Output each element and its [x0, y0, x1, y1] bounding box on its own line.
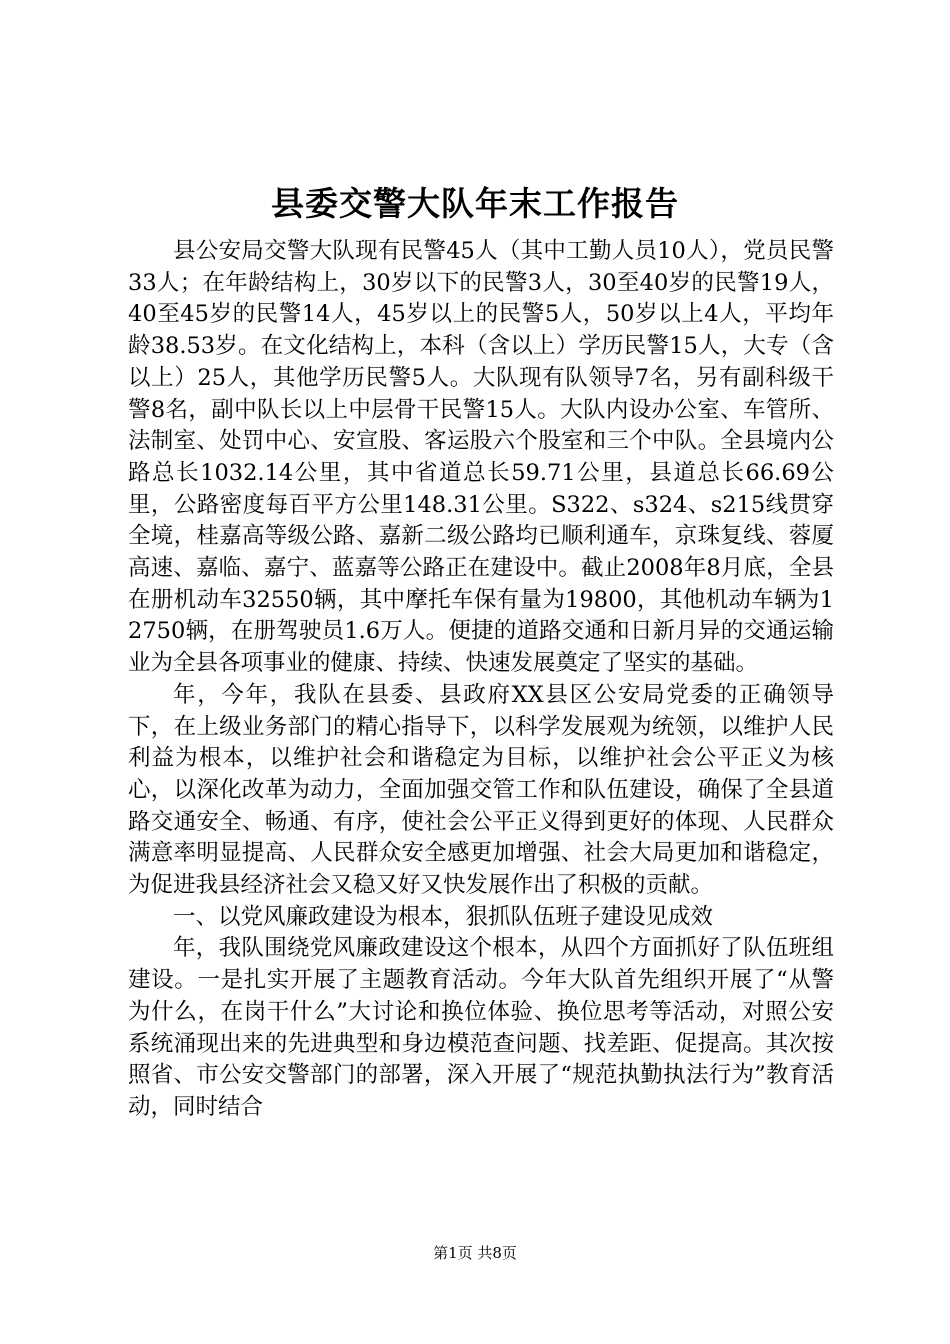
section-heading: 一、以党风廉政建设为根本，狠抓队伍班子建设见成效 — [173, 903, 714, 930]
page-footer: 第1页 共8页 — [433, 1244, 517, 1262]
document-title: 县委交警大队年末工作报告 — [271, 184, 679, 223]
document-body — [128, 236, 834, 1124]
body-paragraph: 年，我队围绕党风廉政建设这个根本，从四个方面抓好了队伍班组建设。一是扎实开展了主题教育活动。今年大队首先组织开展了“从警为什么，在岗干什么”大讨论和换位体验、换位思考等活动，对照公安系统涌现出来的先进典型和身边模范查问题、找差距、促提高。其次按照省、市公安交警部门的部署，深入开展了“规范执勤执法行为”教育活动，同时结合 — [128, 935, 834, 1120]
body-paragraph: 县公安局交警大队现有民警45人（其中工勤人员10人），党员民警33人；在年龄结构上，30岁以下的民警3人，30至40岁的民警19人，40至45岁的民警14人，45岁以上的民警5人，50岁以上4人，平均年龄38.53岁。在文化结构上，本科（含以上）学历民警15人，大专（含以上）25人，其他学历民警5人。大队现有队领导7名，另有副科级干警8名，副中队长以上中层骨干民警15人。大队内设办公室、车管所、法制室、处罚中心、安宣股、客运股六个股室和三个中队。全县境内公路总长1032.14公里，其中省道总长59.71公里，县道总长66.69公里，公路密度每百平方公里148.31公里。S322、s324、s215线贯穿全境，桂嘉高等级公路、嘉新二级公路均已顺利通车，京珠复线、蓉厦高速、嘉临、嘉宁、蓝嘉等公路正在建设中。截止2008年8月底，全县在册机动车32550辆，其中摩托车保有量为19800，其他机动车辆为12750辆，在册驾驶员1.6万人。便捷的道路交通和日新月异的交通运输业为全县各项事业的健康、持续、快速发展奠定了坚实的基础。 — [128, 238, 834, 677]
body-paragraph: 年，今年，我队在县委、县政府XX县区公安局党委的正确领导下，在上级业务部门的精心指导下，以科学发展观为统领，以维护人民利益为根本，以维护社会和谐稳定为目标，以维护社会公平正义为核心，以深化改革为动力，全面加强交管工作和队伍建设，确保了全县道路交通安全、畅通、有序，使社会公平正义得到更好的体现、人民群众满意率明显提高、人民群众安全感更加增强、社会大局更加和谐稳定，为促进我县经济社会又稳又好又快发展作出了积极的贡献。 — [128, 681, 834, 899]
